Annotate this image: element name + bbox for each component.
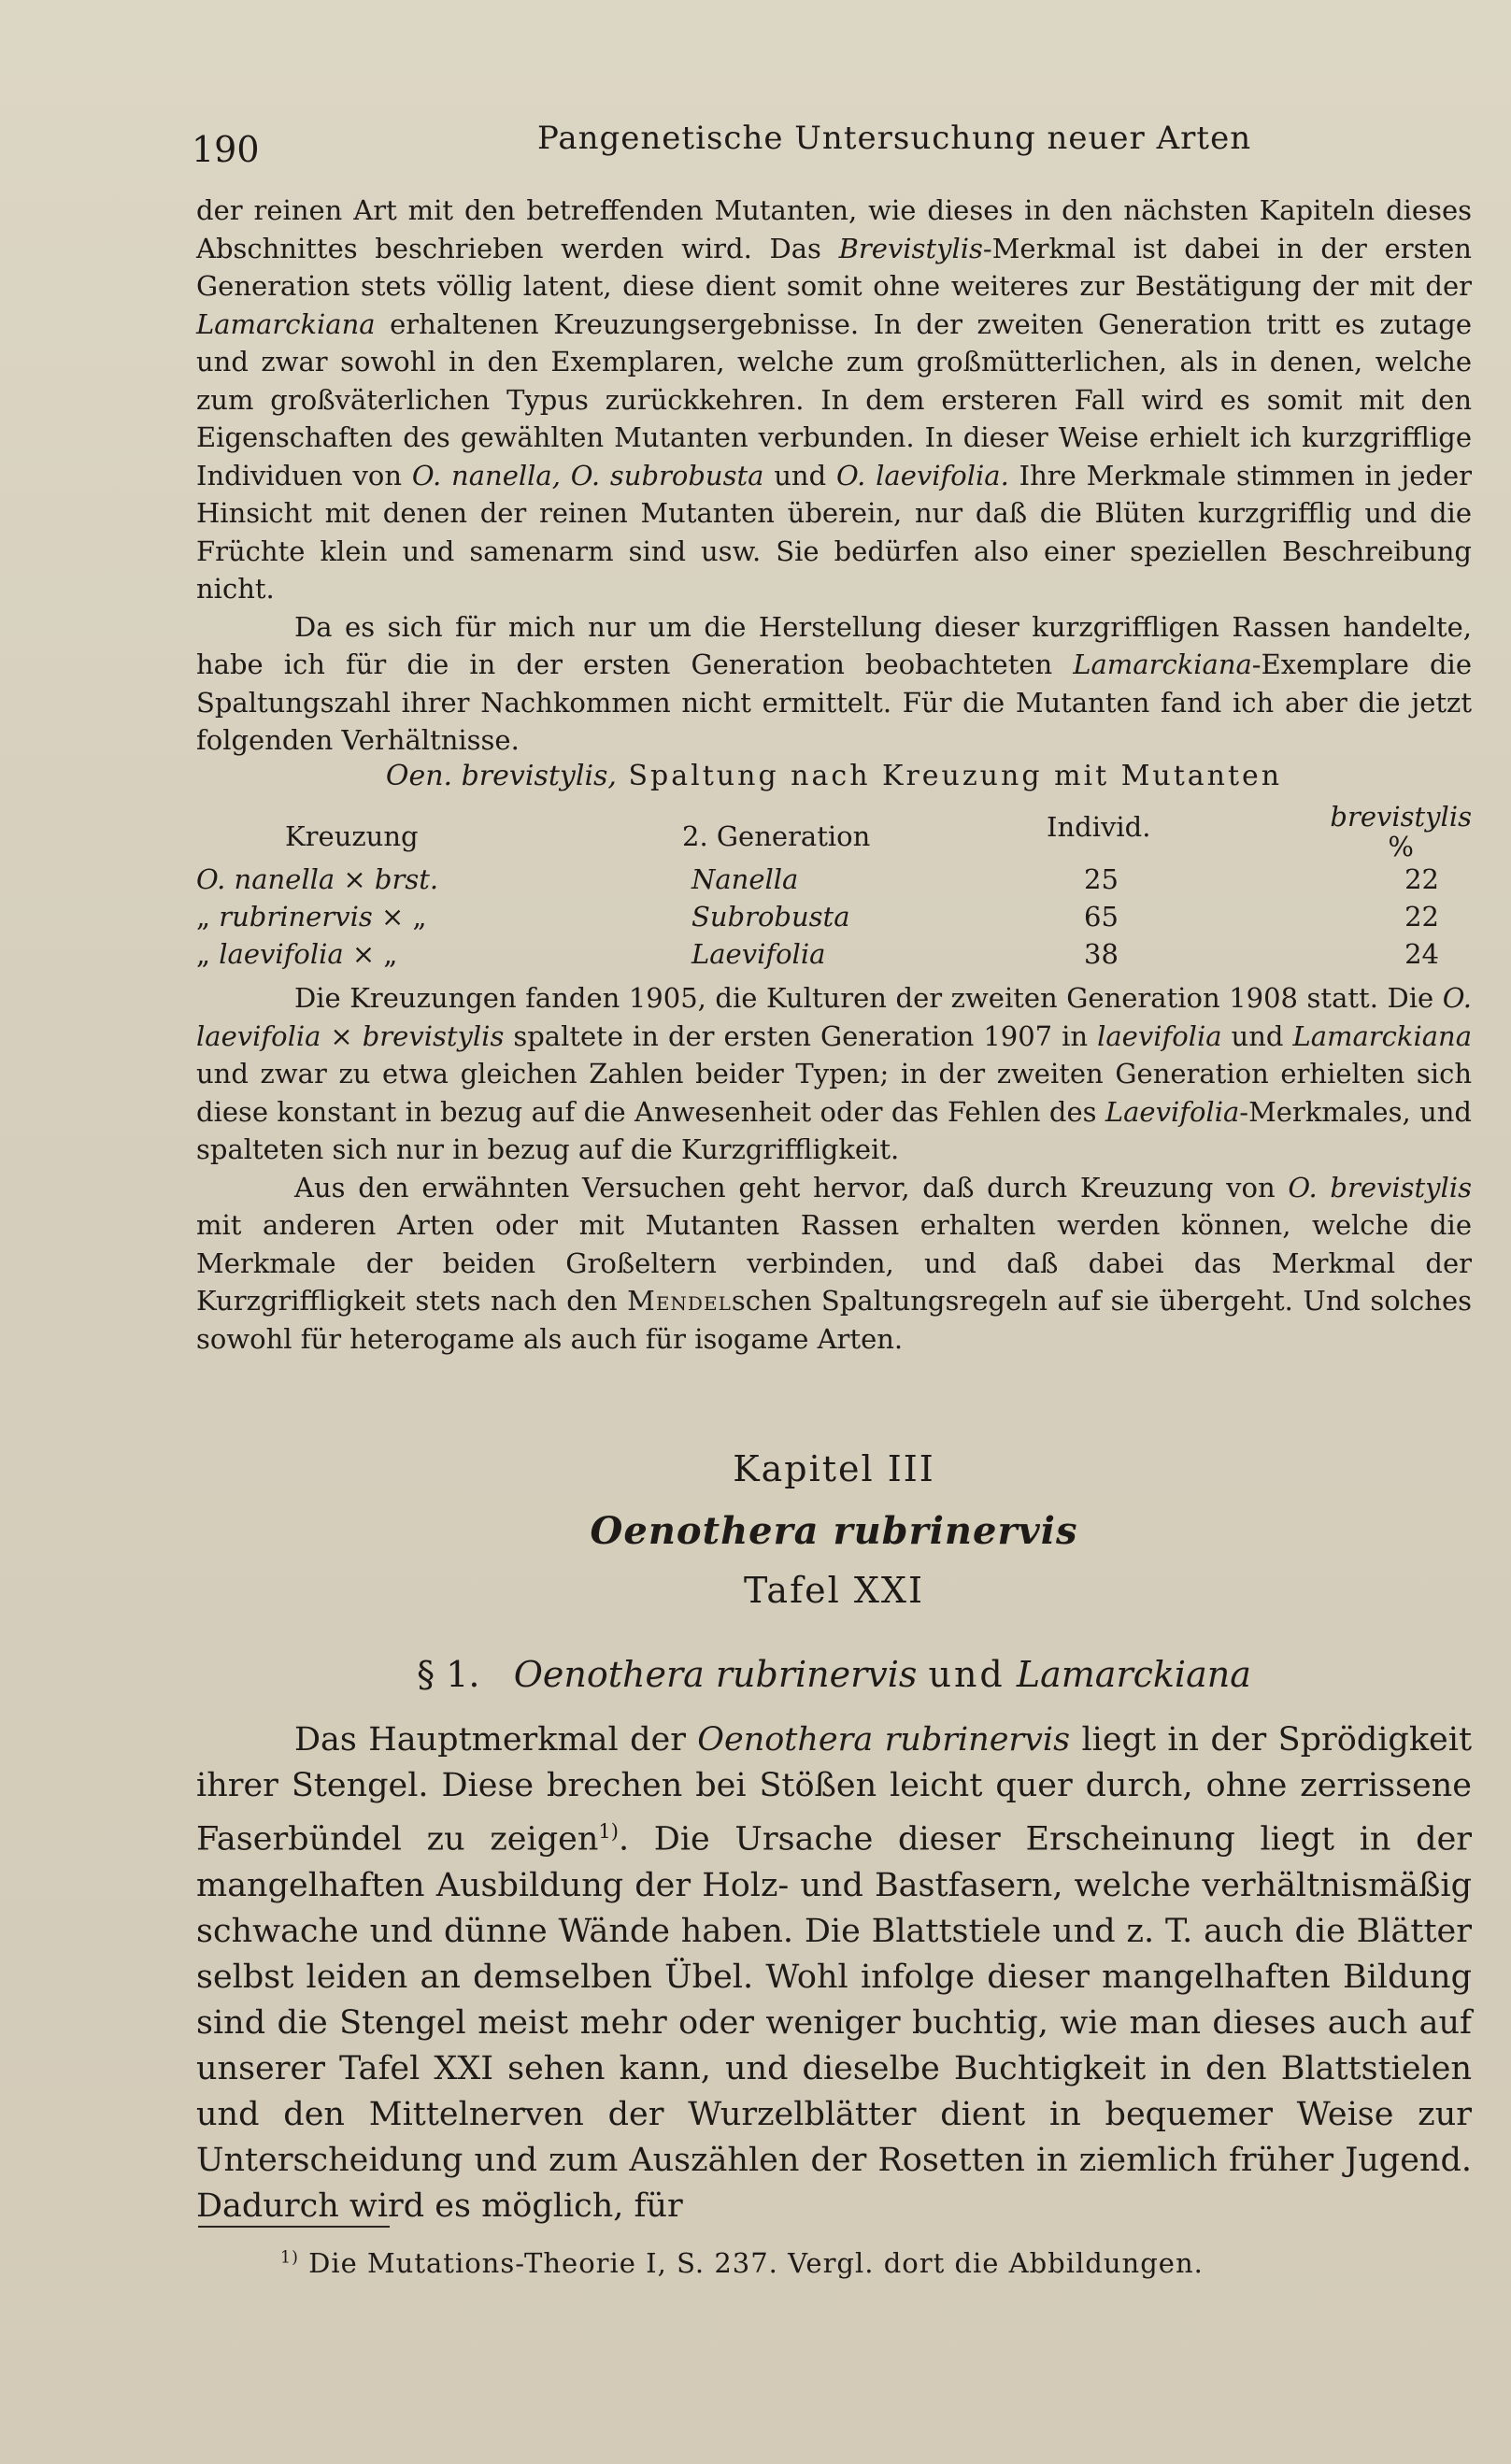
text-run: Da es sich für mich nur um die Herstellung dieser kurzgriffligen Rassen handelte, habe ich für die in der ersten Generation beobachteten	[196, 610, 1472, 680]
footnote-rule	[198, 2226, 390, 2228]
cross-cell	[196, 901, 427, 933]
chapter-title: Oenothera rubrinervis	[590, 1509, 1078, 1553]
italic-run: laevifolia	[1097, 1019, 1222, 1052]
text-run: . Die Ursache dieser Erscheinung liegt in der mangelhaften Ausbildung der Holz- und Bastfasern, welche verhältnismäßig schwache und dünne Wände haben. Die Blattstiele und z. T. auch die Blätter selbst leiden an demselben Übel. Wohl infolge dieser mangelhaften Bildung sind die Stengel meist mehr oder weniger buchtig, wie man dieses auch auf unserer Tafel XXI sehen kann, und dieselbe Buchtigkeit in den Blattstielen und den Mittelnerven der Wurzelblätter dient in bequemer Weise zur Unterscheidung und zum Auszählen der Rosetten in ziemlich früher Jugend. Dadurch wird es möglich, für	[196, 1820, 1473, 2225]
discussion-paragraph-1	[196, 979, 1472, 1169]
text-run: -Exemplare die Spaltungszahl ihrer Nachkommen nicht ermittelt. Für die Mutanten fand ich aber die jetzt folgenden Verhältnisse.	[196, 648, 1472, 756]
header-brevistylis-label: brevistylis	[1330, 801, 1472, 833]
italic-run: laevifolia	[219, 938, 344, 970]
discussion-text	[196, 979, 1472, 1358]
table-row	[196, 938, 1472, 976]
header-generation: 2. Generation	[682, 820, 871, 852]
section-joiner: und	[928, 1654, 1005, 1695]
italic-run: O. laevifolia	[196, 982, 1472, 1052]
text-run: Das Hauptmerkmal der	[294, 1721, 698, 1759]
cross-cell	[196, 938, 397, 970]
text-run: erhaltenen Kreuzungsergebnisse. In der zweiten Generation tritt es zutage und zwar sowohl in den Exemplaren, welche zum großmütterlichen, als in denen, welche zum großväterlichen Typus zurückkehren. In dem ersteren Fall wird es somit mit den Eigenschaften des gewählten Mutanten verbunden. In dieser Weise erhielt ich kurzgrifflige Individuen von	[196, 307, 1472, 491]
generation-cell: Subrobusta	[691, 901, 850, 933]
text-run: Mendel	[627, 1285, 732, 1317]
italic-run: rubrinervis	[219, 901, 373, 933]
section-paragraph-1	[196, 1717, 1472, 2229]
header-brevistylis	[1330, 802, 1472, 862]
text-run: spaltete in der ersten Generation 1907 in	[504, 1019, 1098, 1052]
italic-run: brst.	[374, 863, 439, 895]
text-run: liegt in der Sprödigkeit ihrer Stengel. Diese brechen bei Stößen leicht quer durch, ohne zerrissene Faserbündel zu zeigen	[196, 1721, 1473, 1859]
section-sign: § 1.	[417, 1654, 480, 1695]
text-run: Ihre Merkmale stimmen in jeder Hinsicht mit denen der reinen Mutanten überein, nur daß die Blüten kurzgrifflig und die Früchte klein und samenarm sind usw. Sie bedürfen also einer speziellen Beschreibung nicht.	[196, 459, 1473, 605]
text-run: mit anderen Arten oder mit Mutanten Rassen erhalten werden können, welche die Merkmale der beiden Großeltern verbinden, und daß dabei das Merkmal der Kurzgriffligkeit stets nach den	[196, 1209, 1472, 1317]
individ-cell: 38	[1084, 938, 1119, 970]
italic-run: brevistylis	[362, 1019, 505, 1052]
text-run: ×	[321, 1019, 363, 1052]
table-title-text: Spaltung nach Kreuzung mit Mutanten	[616, 760, 1283, 792]
section-body	[196, 1717, 1472, 2229]
table-row	[196, 863, 1472, 901]
text-run: und zwar zu etwa gleichen Zahlen beider Typen; in der zweiten Generation erhielten sich diese konstant in bezug auf die Anwesenheit oder das Fehlen des	[196, 1058, 1472, 1128]
text-run: „	[196, 901, 220, 933]
table-row	[196, 901, 1472, 938]
text-run: „	[196, 938, 220, 970]
italic-run: O. brevistylis	[1288, 1171, 1472, 1204]
text-run: Aus den erwähnten Versuchen geht hervor, daß durch Kreuzung von	[294, 1171, 1289, 1204]
italic-run: Oenothera rubrinervis	[697, 1721, 1071, 1759]
italic-run: O. nanella, O. subrobusta	[411, 459, 764, 491]
running-title: Pangenetische Untersuchung neuer Arten	[537, 120, 1252, 157]
italic-run: Lamarckiana	[1073, 648, 1252, 680]
text-run: der reinen Art mit den betreffenden Mutanten, wie dieses in den nächsten Kapiteln dieses Abschnittes beschrieben werden wird. Das	[196, 194, 1472, 264]
generation-cell: Laevifolia	[691, 938, 826, 970]
text-run: -Merkmal ist dabei in der ersten Generation stets völlig latent, diese dient somit ohne weiteres zur Bestätigung der mit der	[196, 232, 1472, 302]
text-run: und	[1221, 1019, 1293, 1052]
page-number: 190	[192, 129, 260, 170]
italic-run: Brevistylis	[838, 232, 983, 264]
percent-cell: 24	[1404, 938, 1439, 970]
chapter-label: Kapitel III	[733, 1448, 935, 1489]
text-run: schen Spaltungsregeln auf sie übergeht. Und solches sowohl für heterogame als auch für isogame Arten.	[196, 1285, 1472, 1355]
individ-cell: 25	[1084, 863, 1119, 895]
text-run: × „	[343, 938, 398, 970]
individ-cell: 65	[1084, 901, 1119, 933]
footnote	[280, 2247, 1402, 2279]
text-run: × „	[372, 901, 427, 933]
intro-paragraph-1	[196, 192, 1472, 608]
text-run: -Merkmales, und spalteten sich nur in bezug auf die Kurzgriffligkeit.	[196, 1095, 1472, 1165]
header-percent: %	[1388, 831, 1414, 862]
section-species-1: Oenothera rubrinervis	[513, 1654, 918, 1695]
italic-run: O. nanella	[196, 863, 335, 895]
chapter-plate: Tafel XXI	[744, 1570, 924, 1611]
text-run: und	[763, 459, 837, 491]
table-title	[196, 760, 1472, 792]
text-run: ×	[335, 863, 375, 895]
cross-cell	[196, 863, 438, 895]
percent-cell: 22	[1404, 901, 1439, 933]
discussion-paragraph-2	[196, 1169, 1472, 1359]
footnote-reference: 1)	[598, 1820, 619, 1843]
intro-paragraph-2	[196, 608, 1472, 760]
section-species-2: Lamarckiana	[1016, 1654, 1251, 1695]
section-heading	[196, 1654, 1472, 1695]
header-individ: Individ.	[1047, 811, 1151, 843]
italic-run: Lamarckiana	[196, 307, 376, 340]
footnote-marker: 1)	[280, 2248, 299, 2268]
footnote-text: Die Mutations-Theorie I, S. 237. Vergl. dort die Abbildungen.	[298, 2247, 1204, 2279]
italic-run: O. laevifolia.	[836, 459, 1009, 491]
intro-text	[196, 192, 1472, 760]
text-run: Die Kreuzungen fanden 1905, die Kulturen der zweiten Generation 1908 statt. Die	[294, 982, 1443, 1014]
italic-run: Laevifolia	[1105, 1095, 1240, 1128]
italic-run: Lamarckiana	[1292, 1019, 1472, 1052]
header-kreuzung: Kreuzung	[285, 820, 419, 852]
generation-cell: Nanella	[691, 863, 799, 895]
running-head	[192, 110, 1472, 170]
segregation-table	[196, 802, 1472, 979]
percent-cell: 22	[1404, 863, 1439, 895]
table-title-species: Oen. brevistylis,	[385, 760, 617, 792]
